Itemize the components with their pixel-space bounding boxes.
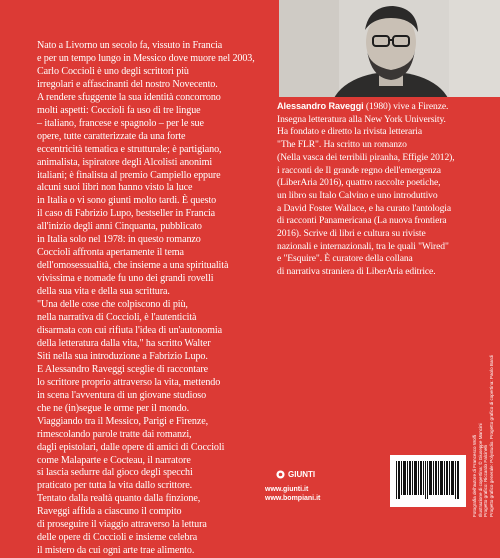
bio-line: di narrativa straniera di LiberAria editrice. xyxy=(277,266,436,278)
synopsis-line: in Italia o vi sono giunti molto tardi. È questo xyxy=(37,195,217,207)
credit-line: Progetto grafico generale: Polystudio. Progetto grafico di copertina: Paolo Bardi xyxy=(488,355,494,517)
publisher-name: GIUNTI xyxy=(288,470,316,479)
synopsis-line: che ne (in)segue le orme per il mondo. xyxy=(37,402,190,414)
synopsis-line: come Malaparte e Cocteau, il narratore xyxy=(37,454,191,466)
bio-line: a David Foster Wallace, e ha curato l'antologia xyxy=(277,202,452,214)
author-name: Alessandro Raveggi xyxy=(277,101,364,111)
synopsis-line: A rendere sfuggente la sua identità concorrono xyxy=(37,91,221,103)
synopsis-line: il mistero da cui ogni arte trae alimento. xyxy=(37,545,195,557)
synopsis-line: – italiano, francese e spagnolo – per le sue xyxy=(37,117,204,129)
publisher-url-link[interactable]: www.bompiani.it xyxy=(265,495,321,502)
synopsis-line: dagli epistolari, dalle opere di amici di Coccioli xyxy=(37,441,225,453)
synopsis-line: opere, tutte caratterizzate da una forte xyxy=(37,130,186,142)
synopsis-line: Tentato dalla realtà quanto dalla finzione, xyxy=(37,493,201,505)
synopsis-line: di proseguire il viaggio attraverso la lettura xyxy=(37,519,207,531)
synopsis-line: alcuni suoi libri non hanno visto la luce xyxy=(37,182,193,194)
synopsis-line: lo scrittore proprio attraverso la vita, mettendo xyxy=(37,376,221,388)
bio-first-line xyxy=(277,100,497,114)
synopsis-line: dell'omosessualità, che insieme a una spiritualità xyxy=(37,260,229,272)
synopsis-line: e per un tempo lungo in Messico dove muore nel 2003, xyxy=(37,52,255,64)
synopsis-line: praticato per tutta la vita dallo scrittore. xyxy=(37,480,193,492)
synopsis-line: animalista, ispiratore degli Alcolisti anonimi xyxy=(37,156,213,168)
bio-line: un libro su Italo Calvino e uno introduttivo xyxy=(277,189,438,201)
synopsis-line: della sua vita e della sua scrittura. xyxy=(37,286,170,298)
synopsis-line: nella narrativa di Coccioli, è l'autenticità xyxy=(37,312,197,324)
barcode-image xyxy=(390,455,466,507)
synopsis-line: molti aspetti: Coccioli fa uso di tre lingue xyxy=(37,104,201,116)
bio-line: di racconti Panamericana (La nuova frontiera xyxy=(277,215,447,227)
isbn-barcode xyxy=(390,455,466,507)
synopsis-line: Nato a Livorno un secolo fa, vissuto in Francia xyxy=(37,40,223,51)
synopsis-line: eccentricità tematica e strutturale; è partigiano, xyxy=(37,143,222,155)
publisher-logo xyxy=(276,470,315,479)
synopsis-line: italiani; è finalista al premio Campiello eppure xyxy=(37,169,221,181)
bio-line: i racconti de Il grande regno dell'emergenza xyxy=(277,164,441,176)
synopsis-text xyxy=(37,40,273,558)
synopsis-line: si lascia sedurre dal gioco degli specchi xyxy=(37,467,193,479)
synopsis-line: Siti nella sua introduzione a Fabrizio Lupo. xyxy=(37,350,208,362)
bio-line: 2016). Scrive di libri e cultura su riviste xyxy=(277,228,426,240)
publisher-logo-icon xyxy=(276,470,285,479)
credit-line: Illustrazione di copertina: © Giuseppe Mancini xyxy=(477,423,483,517)
bio-line: e "Esquire". È curatore della collana xyxy=(277,253,413,265)
bio-line: (1980) vive a Firenze. xyxy=(363,101,449,112)
publisher-urls xyxy=(265,485,320,503)
synopsis-line: disarmata con cui rifiuta l'idea di un'autonomia xyxy=(37,324,222,336)
author-photo xyxy=(279,0,500,97)
synopsis-line: Raveggi affida a ciascuno il compito xyxy=(37,506,182,518)
author-bio xyxy=(277,100,497,279)
synopsis-line: "Una delle cose che colpiscono di più, xyxy=(37,299,188,311)
bio-line: "The FLR". Ha scritto un romanzo xyxy=(277,139,407,151)
synopsis-line: Coccioli affronta apertamente il tema xyxy=(37,247,184,259)
bio-line: nazionali e internazionali, tra le quali "Wired" xyxy=(277,240,449,252)
synopsis-line: delle opere di Coccioli e insieme celebra xyxy=(37,532,198,544)
bio-line: (Nella vasca dei terribili piranha, Effigie 2012), xyxy=(277,151,455,163)
author-portrait-image xyxy=(279,0,500,97)
publisher-url-link[interactable]: www.giunti.it xyxy=(265,486,309,493)
bio-line: (LiberAria 2016), quattro raccolte poetiche, xyxy=(277,177,441,189)
synopsis-line: in scena l'avventura di un giovane studioso xyxy=(37,389,207,401)
bio-line: Insegna letteratura alla New York University. xyxy=(277,113,446,125)
synopsis-line: della letteratura dalla vita," ha scritto Walter xyxy=(37,337,211,349)
cover-credits xyxy=(472,355,500,517)
synopsis-line: Viaggiando tra il Messico, Parigi e Firenze, xyxy=(37,415,209,427)
synopsis-line: irregolari e affascinanti del nostro Novecento. xyxy=(37,78,218,90)
synopsis-line: all'inizio degli anni Cinquanta, pubblicato xyxy=(37,221,202,233)
bio-line: Ha fondato e diretto la rivista letteraria xyxy=(277,126,422,138)
synopsis-line: vivissima e nomade fu uno dei grandi rovelli xyxy=(37,273,214,285)
synopsis-line: in Italia solo nel 1978: in questo romanzo xyxy=(37,234,201,246)
credit-line: Fotografia dell'autore di Francesco Wolfi xyxy=(472,435,477,517)
synopsis-line: Carlo Coccioli è uno degli scrittori più xyxy=(37,65,189,77)
synopsis-line: E Alessandro Raveggi sceglie di raccontare xyxy=(37,363,208,375)
synopsis-line: rimescolando parole tratte dai romanzi, xyxy=(37,428,192,440)
credit-line: Progetto grafico: Riccardo Falcinelli xyxy=(483,444,489,517)
synopsis-line: il caso di Fabrizio Lupo, bestseller in Francia xyxy=(37,208,216,220)
